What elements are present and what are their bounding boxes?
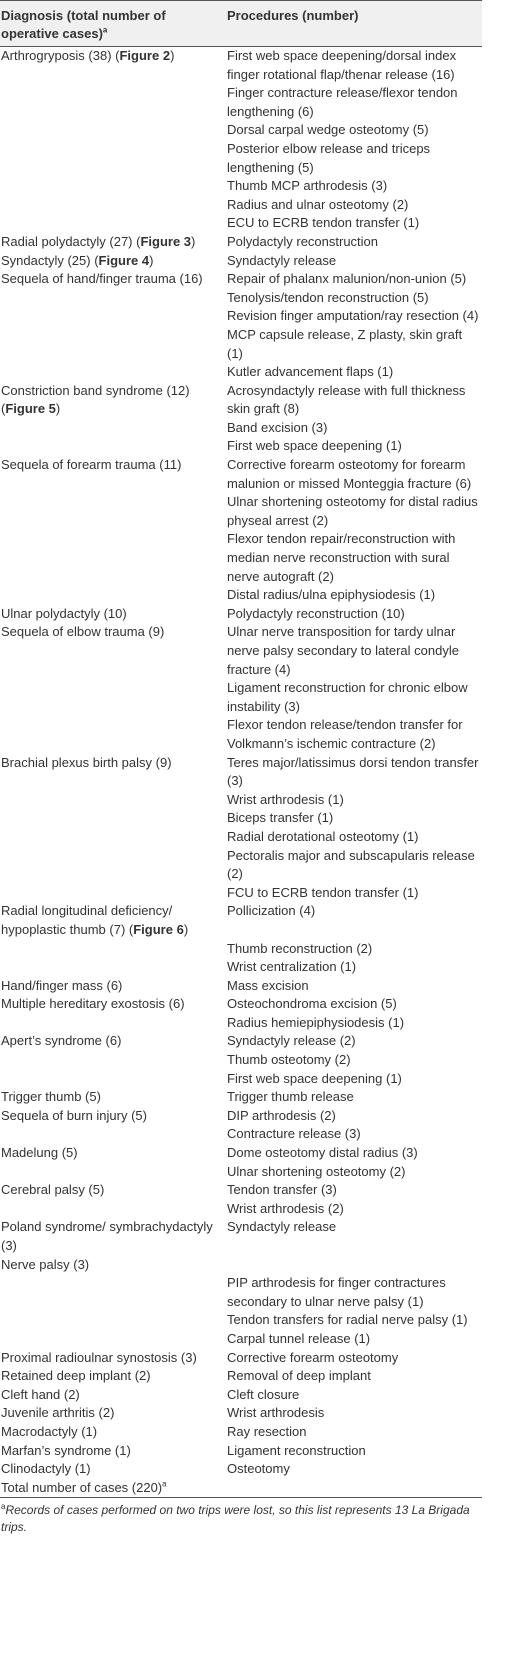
diagnosis-text-end: ) — [55, 401, 61, 417]
diagnosis-text: Constriction band syndrome (12) ( — [1, 382, 190, 417]
procedures-cell — [226, 1404, 482, 1423]
header-procedures: Procedures (number) — [226, 1, 482, 47]
procedure-item: Syndactyly release — [227, 1219, 337, 1235]
diagnosis-text: Madelung (5) — [1, 1145, 78, 1161]
total-footnote-marker: a — [162, 1479, 167, 1489]
diagnosis-text: Retained deep implant (2) — [1, 1368, 151, 1384]
procedures-cell — [226, 1460, 482, 1479]
procedures-cell — [226, 977, 482, 996]
diagnosis-cell — [0, 902, 226, 976]
procedures-cell — [226, 1256, 482, 1349]
table-row — [0, 1367, 482, 1386]
header-row — [0, 1, 482, 47]
table-row — [0, 270, 482, 382]
figure-reference: Figure 4 — [98, 252, 150, 268]
diagnosis-text: Proximal radioulnar synostosis (3) — [1, 1349, 197, 1365]
diagnosis-cell — [0, 1144, 226, 1181]
table-row — [0, 1256, 482, 1349]
procedure-item: Removal of deep implant — [227, 1368, 371, 1384]
diagnosis-cell — [0, 995, 226, 1032]
procedure-item: Radius hemiepiphysiodesis (1) — [227, 1014, 405, 1030]
diagnosis-cell — [0, 1367, 226, 1386]
diagnosis-cell — [0, 456, 226, 605]
procedure-item: ECU to ECRB tendon transfer (1) — [227, 215, 420, 231]
diagnosis-cell — [0, 233, 226, 252]
table-row — [0, 623, 482, 753]
diagnosis-cell — [0, 977, 226, 996]
diagnosis-cell — [0, 1256, 226, 1349]
procedures-cell — [226, 1367, 482, 1386]
procedure-item: Radius and ulnar osteotomy (2) — [227, 196, 409, 212]
diagnosis-text: Poland syndrome/ symbrachydactyly (3) — [1, 1219, 213, 1253]
diagnosis-cell — [0, 382, 226, 456]
procedure-item: Band excision (3) — [227, 419, 328, 435]
procedures-cell — [226, 1349, 482, 1368]
table-row — [0, 47, 482, 233]
diagnosis-text: Sequela of hand/finger trauma (16) — [1, 271, 203, 287]
procedure-item: Ulnar shortening osteotomy (2) — [227, 1163, 406, 1179]
diagnosis-text: Hand/finger mass (6) — [1, 977, 123, 993]
procedure-item: Ray resection — [227, 1423, 307, 1439]
total-row — [0, 1479, 482, 1498]
procedures-cell — [226, 382, 482, 456]
diagnosis-cell — [0, 1218, 226, 1255]
procedure-item: Ulnar nerve transposition for tardy ulnar nerve palsy secondary to lateral condyle fracture (4) — [227, 624, 459, 677]
diagnosis-text: Sequela of elbow trauma (9) — [1, 624, 165, 640]
table-row — [0, 1181, 482, 1218]
procedure-item: Pectoralis major and subscapularis release (2) — [227, 847, 475, 882]
procedure-item: Dorsal carpal wedge osteotomy (5) — [227, 122, 429, 138]
procedures-cell — [226, 456, 482, 605]
procedure-item: Mass excision — [227, 977, 309, 993]
diagnosis-text: Macrodactyly (1) — [1, 1423, 98, 1439]
procedure-item: Cleft closure — [227, 1386, 300, 1402]
diagnosis-cell — [0, 1442, 226, 1461]
diagnosis-text: Syndactyly (25) ( — [1, 252, 99, 268]
diagnosis-cell — [0, 1404, 226, 1423]
procedure-item: Wrist centralization (1) — [227, 959, 357, 975]
procedures-cell — [226, 1386, 482, 1405]
diagnosis-text: Brachial plexus birth palsy (9) — [1, 754, 172, 770]
diagnosis-text: Sequela of burn injury (5) — [1, 1107, 147, 1123]
table-header — [0, 1, 482, 47]
table-row — [0, 1386, 482, 1405]
procedure-item: Flexor tendon release/tendon transfer for Volkmann’s ischemic contracture (2) — [227, 717, 463, 751]
diagnosis-text: Ulnar polydactyly (10) — [1, 605, 127, 621]
procedures-cell — [226, 1423, 482, 1442]
diagnosis-text: Cerebral palsy (5) — [1, 1182, 105, 1198]
figure-reference: Figure 2 — [119, 48, 171, 63]
diagnosis-text-end: ) — [191, 233, 196, 249]
header-diagnosis — [0, 1, 226, 47]
procedures-cell — [226, 1442, 482, 1461]
procedure-item: Dome osteotomy distal radius (3) — [227, 1145, 418, 1161]
procedures-cell — [226, 995, 482, 1032]
diagnosis-cell — [0, 1088, 226, 1107]
procedure-item: Radial derotational osteotomy (1) — [227, 828, 419, 844]
diagnosis-text: Sequela of forearm trauma (11) — [1, 457, 182, 473]
procedures-cell — [226, 233, 482, 252]
diagnosis-cell — [0, 1460, 226, 1479]
diagnosis-text: Marfan’s syndrome (1) — [1, 1442, 131, 1458]
procedure-item: Finger contracture release/flexor tendon lengthening (6) — [227, 85, 458, 119]
table-row — [0, 902, 482, 976]
procedure-item: Contracture release (3) — [227, 1126, 361, 1142]
diagnosis-cell — [0, 1386, 226, 1405]
procedure-item: Posterior elbow release and triceps lengthening (5) — [227, 140, 431, 175]
procedure-item: Repair of phalanx malunion/non-union (5) — [227, 271, 467, 287]
procedures-cell — [226, 1088, 482, 1107]
procedure-item: Ligament reconstruction for chronic elbow instability (3) — [227, 680, 468, 714]
diagnosis-text: Radial longitudinal deficiency/ hypoplastic thumb (7) ( — [1, 903, 173, 937]
procedures-cell — [226, 1218, 482, 1255]
procedure-item: Polydactyly reconstruction (10) — [227, 605, 405, 621]
diagnosis-text: Apert’s syndrome (6) — [1, 1033, 122, 1049]
procedure-item: Thumb reconstruction (2) — [227, 940, 373, 956]
procedure-item: Osteotomy — [227, 1461, 290, 1477]
procedure-item: Thumb MCP arthrodesis (3) — [227, 178, 388, 194]
total-text: Total number of cases (220) — [1, 1479, 163, 1495]
procedure-item: Pollicization (4) — [227, 903, 316, 919]
procedure-item — [227, 1256, 479, 1275]
table-row — [0, 1088, 482, 1107]
table-row — [0, 605, 482, 624]
diagnosis-text-end: ) — [149, 252, 154, 268]
procedures-cell — [226, 252, 482, 271]
procedure-item: Corrective forearm osteotomy for forearm malunion or missed Monteggia fracture (6) — [227, 457, 472, 491]
procedure-item: Syndactyly release — [227, 252, 337, 268]
procedure-item: Syndactyly release (2) — [227, 1033, 356, 1049]
diagnosis-cell — [0, 47, 226, 233]
table-row — [0, 1349, 482, 1368]
figure-reference: Figure 5 — [5, 401, 56, 417]
diagnosis-text: Clinodactyly (1) — [1, 1461, 91, 1477]
procedures-cell — [226, 754, 482, 903]
procedure-item: Ulnar shortening osteotomy for distal radius physeal arrest (2) — [227, 494, 478, 528]
diagnosis-cell — [0, 1423, 226, 1442]
procedures-cell — [226, 1181, 482, 1218]
diagnosis-cell — [0, 1181, 226, 1218]
diagnosis-cell — [0, 1032, 226, 1088]
procedures-cell — [226, 1144, 482, 1181]
table-row — [0, 382, 482, 456]
procedure-item: Wrist arthrodesis (1) — [227, 791, 344, 807]
procedure-item: Revision finger amputation/ray resection (4) — [227, 308, 479, 324]
diagnosis-text: Arthrogryposis (38) ( — [1, 48, 120, 63]
diagnosis-cell — [0, 1107, 226, 1144]
diagnosis-cell — [0, 252, 226, 271]
footnote-text: Records of cases performed on two trips were lost, so this list represents 13 La Brigada trips. — [1, 1503, 470, 1535]
table-row — [0, 1404, 482, 1423]
procedure-item: First web space deepening/dorsal index finger rotational flap/thenar release (16) — [227, 48, 457, 82]
table-row — [0, 754, 482, 903]
diagnosis-cell — [0, 270, 226, 382]
diagnosis-text: Radial polydactyly (27) ( — [1, 233, 141, 249]
table-footnote — [0, 1498, 473, 1536]
procedure-item: Biceps transfer (1) — [227, 810, 334, 826]
diagnosis-cell — [0, 754, 226, 903]
procedure-item: Ligament reconstruction — [227, 1442, 366, 1458]
table-row — [0, 977, 482, 996]
diagnosis-cell — [0, 1349, 226, 1368]
footnote-marker: a — [1, 1502, 6, 1512]
procedure-item: Carpal tunnel release (1) — [227, 1330, 371, 1346]
table-row — [0, 1107, 482, 1144]
diagnosis-text: Trigger thumb (5) — [1, 1089, 101, 1105]
procedure-item: Wrist arthrodesis — [227, 1405, 325, 1421]
header-footnote-marker: a — [102, 25, 108, 35]
header-diagnosis-text: Diagnosis (total number of operative cases) — [1, 8, 166, 41]
procedure-item: Trigger thumb release — [227, 1089, 354, 1105]
procedures-cell — [226, 270, 482, 382]
table-row — [0, 1423, 482, 1442]
diagnosis-text: Multiple hereditary exostosis (6) — [1, 996, 185, 1012]
procedure-item: FCU to ECRB tendon transfer (1) — [227, 884, 419, 900]
procedure-item: First web space deepening (1) — [227, 438, 402, 454]
total-cell — [0, 1479, 226, 1498]
procedures-cell — [226, 605, 482, 624]
figure-reference: Figure 6 — [133, 921, 184, 937]
procedure-item: Kutler advancement flaps (1) — [227, 364, 394, 380]
table-row — [0, 252, 482, 271]
diagnosis-text: Juvenile arthritis (2) — [1, 1405, 115, 1421]
table-row — [0, 233, 482, 252]
procedures-cell — [226, 1107, 482, 1144]
procedure-item: First web space deepening (1) — [227, 1070, 402, 1086]
procedure-item: Thumb osteotomy (2) — [227, 1052, 351, 1068]
table-row — [0, 1032, 482, 1088]
procedure-item: Tenolysis/tendon reconstruction (5) — [227, 289, 429, 305]
procedure-item: Tendon transfer (3) — [227, 1182, 337, 1198]
procedure-item: Distal radius/ulna epiphysiodesis (1) — [227, 587, 436, 603]
procedure-item: Teres major/latissimus dorsi tendon transfer (3) — [227, 754, 479, 789]
diagnosis-text: Cleft hand (2) — [1, 1386, 80, 1402]
table-row — [0, 1442, 482, 1461]
diagnosis-cell — [0, 605, 226, 624]
procedure-item: Flexor tendon repair/reconstruction with median nerve reconstruction with sural nerve autograft (2) — [227, 531, 456, 584]
table-row — [0, 456, 482, 605]
diagnosis-text-end: ) — [183, 921, 189, 937]
table-body — [0, 47, 482, 1498]
diagnosis-text: Nerve palsy (3) — [1, 1256, 90, 1272]
procedure-item: Polydactyly reconstruction — [227, 233, 379, 249]
table-row — [0, 1218, 482, 1255]
procedure-item: PIP arthrodesis for finger contractures secondary to ulnar nerve palsy (1) — [227, 1275, 446, 1309]
table-row — [0, 995, 482, 1032]
table-row — [0, 1144, 482, 1181]
procedures-cell — [226, 902, 482, 976]
procedure-item: MCP capsule release, Z plasty, skin graft (1) — [227, 326, 463, 361]
procedure-item — [227, 921, 479, 940]
figure-reference: Figure 3 — [140, 233, 192, 249]
procedure-item: DIP arthrodesis (2) — [227, 1107, 336, 1123]
procedures-cell — [226, 1032, 482, 1088]
procedures-cell — [226, 623, 482, 753]
diagnosis-cell — [0, 623, 226, 753]
procedure-item: Corrective forearm osteotomy — [227, 1349, 399, 1365]
procedure-item: Wrist arthrodesis (2) — [227, 1200, 344, 1216]
diagnosis-text-end: ) — [170, 48, 175, 63]
procedure-item: Tendon transfers for radial nerve palsy (1) — [227, 1312, 468, 1328]
procedure-item: Osteochondroma excision (5) — [227, 996, 397, 1012]
total-empty-cell — [226, 1479, 482, 1498]
table-row — [0, 1460, 482, 1479]
procedure-item: Acrosyndactyly release with full thickness skin graft (8) — [227, 382, 466, 417]
procedures-cell — [226, 47, 482, 233]
